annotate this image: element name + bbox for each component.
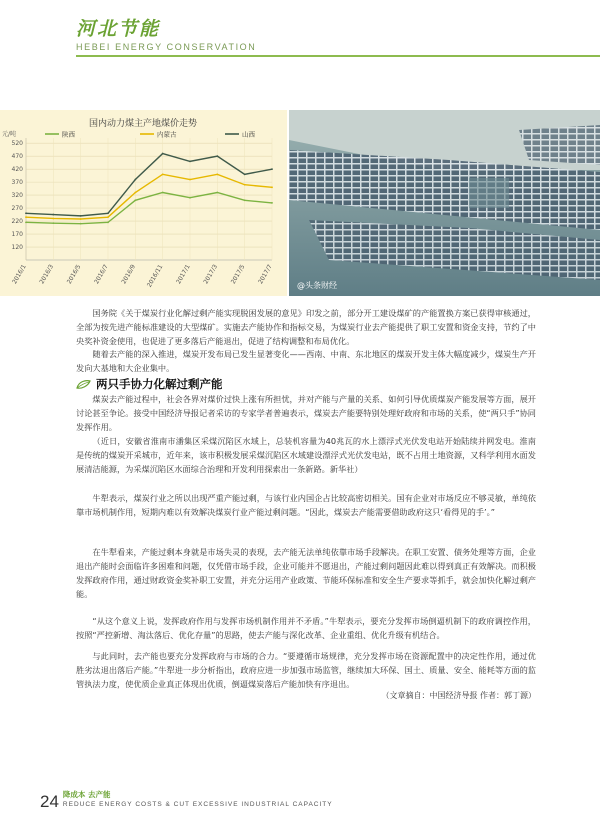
y-tick-label: 470 — [11, 153, 23, 161]
x-tick-label: 2016/9 — [120, 263, 138, 286]
data-point — [107, 216, 109, 218]
paragraph-2: 随着去产能的深入推进，煤炭开发布局已发生显著变化——西南、中南、东北地区的煤炭开发主体大幅度减少，煤炭生产开发向大基地和大企业集中。 — [76, 349, 536, 373]
x-tick-label: 2017/7 — [257, 263, 274, 286]
paragraph-photo-caption: （近日，安徽省淮南市潘集区采煤沉陷区水域上，总装机容量为40兆瓦的水上漂浮式光伏发电站开始陆续并网发电。淮南是传统的煤炭开采城市，近年来，该市积极发展采煤沉陷区水域建设漂浮式光伏发电站，既不占用土地资源，又科学利用水面发展清洁能源，为采煤沉陷区水面综合治理和开发利用探索出一条新路。新华社） — [76, 436, 536, 474]
y-tick-label: 120 — [11, 244, 23, 252]
data-point — [189, 160, 191, 162]
data-point — [134, 192, 136, 194]
y-tick-label: 320 — [11, 192, 23, 200]
data-point — [107, 212, 109, 214]
x-tick-label: 2017/5 — [229, 263, 247, 286]
data-point — [25, 212, 27, 214]
chart-canvas — [0, 110, 287, 296]
paragraph-7: “从这个意义上说，发挥政府作用与发挥市场机制作用并不矛盾。”牛犁表示，要充分发挥市场倒逼机制下的政府调控作用，按照“严控新增、淘汰落后、优化存量”的思路，使去产能与深化改革、企业重组、优化升级有机结合。 — [76, 616, 536, 640]
article-source: （文章摘自：中国经济导报 作者：郭丁源） — [381, 691, 536, 700]
data-point — [134, 199, 136, 201]
x-tick-label: 2016/11 — [145, 263, 165, 289]
legend-label: 山西 — [242, 130, 255, 139]
x-tick-label: 2016/7 — [93, 263, 110, 286]
y-tick-label: 520 — [11, 140, 23, 148]
data-point — [244, 173, 246, 175]
data-point — [216, 192, 218, 194]
y-tick-label: 270 — [11, 205, 23, 213]
data-point — [271, 186, 273, 188]
data-point — [244, 199, 246, 201]
data-point — [25, 216, 27, 218]
page-number: 24 — [40, 792, 59, 811]
x-tick-label: 2016/1 — [11, 263, 28, 286]
paragraph-3: 煤炭去产能过程中，社会各界对煤价过快上涨有所担忧，并对产能与产量的关系、如何引导优质煤炭产能发展等方面，展开讨论甚至争论。接受中国经济导报记者采访的专家学者普遍表示，煤炭去产能要特别处理好政府和市场的关系，使“两只手”协同发挥作用。 — [76, 394, 536, 432]
footer-title: 降成本 去产能 — [62, 790, 111, 799]
data-point — [216, 173, 218, 175]
footer-subtitle: REDUCE ENERGY COSTS & CUT EXCESSIVE INDUSTRIAL CAPACITY — [62, 801, 333, 808]
section-heading-text: 两只手协力化解过剩产能 — [96, 377, 223, 391]
chart-title: 国内动力煤主产地煤价走势 — [88, 119, 198, 129]
leaf-icon — [76, 380, 91, 389]
paragraph-6: 在牛犁看来，产能过剩本身就是市场失灵的表现，去产能无法单纯依靠市场手段解决。在职工安置、债务处理等方面，企业退出产能时会面临许多困难和问题，仅凭借市场手段，企业可能并不愿退出，产能过剩问题因此难以得到真正有效解决。而积极发挥政府作用，通过财政资金奖补职工安置，并充分运用产业政策、节能环保标准和安全生产要求等抓手，就会加快化解过剩产能。 — [76, 547, 536, 599]
paragraph-5: 牛犁表示，煤炭行业之所以出现严重产能过剩，与该行业内国企占比较高密切相关。国有企业对市场反应不够灵敏，单纯依靠市场机制作用，短期内难以有效解决煤炭行业产能过剩问题。“因此，煤炭去产能需要借助政府这只‘看得见的手’。” — [76, 493, 536, 517]
data-point — [244, 184, 246, 186]
y-tick-label: 170 — [11, 231, 23, 239]
data-point — [107, 221, 109, 223]
data-point — [80, 223, 82, 225]
floating-solar-photo — [289, 110, 600, 296]
data-point — [162, 173, 164, 175]
page-footer — [40, 790, 333, 810]
y-tick-label: 220 — [11, 218, 23, 226]
y-tick-label: 420 — [11, 166, 23, 174]
data-point — [134, 179, 136, 181]
data-point — [80, 215, 82, 217]
legend-label: 陕西 — [62, 130, 75, 139]
section-heading — [76, 376, 223, 392]
series-line-3 — [26, 154, 272, 216]
data-point — [189, 197, 191, 199]
data-point — [162, 153, 164, 155]
data-point — [271, 168, 273, 170]
data-point — [25, 221, 27, 223]
data-point — [162, 192, 164, 194]
data-point — [52, 214, 54, 216]
x-tick-label: 2017/1 — [175, 263, 192, 286]
y-axis-label: 元/吨 — [2, 131, 17, 138]
paragraph-8: 与此同时，去产能也要充分发挥政府与市场的合力。“要遵循市场规律，充分发挥市场在资源配置中的决定性作用，通过优胜劣汰退出落后产能。”牛犁进一步分析指出，政府应进一步加强市场监管，继续加大环保、国土、质量、安全、能耗等方面的监管执法力度，使优质企业真正体现出优质，倒逼煤炭落后产能加快有序退出。 — [76, 651, 536, 689]
coal-price-chart — [0, 110, 287, 296]
header-rule — [76, 55, 600, 57]
photo-watermark: @头条财经 — [297, 281, 337, 290]
data-point — [80, 218, 82, 220]
x-tick-label: 2016/5 — [65, 263, 83, 286]
data-point — [52, 218, 54, 220]
legend-label: 内蒙古 — [157, 130, 177, 139]
magazine-title: 河北节能 — [76, 18, 161, 40]
masthead — [76, 14, 256, 52]
y-tick-label: 370 — [11, 179, 23, 187]
x-tick-label: 2016/3 — [38, 263, 56, 286]
magazine-subtitle: HEBEI ENERGY CONSERVATION — [76, 42, 257, 52]
data-point — [189, 179, 191, 181]
data-point — [216, 155, 218, 157]
data-point — [52, 222, 54, 224]
x-tick-label: 2017/3 — [202, 263, 220, 286]
solar-farm-image — [289, 110, 600, 296]
data-point — [271, 202, 273, 204]
paragraph-1: 国务院《关于煤炭行业化解过剩产能实现脱困发展的意见》印发之前，部分开工建设煤矿的产能置换方案已获得审核通过，全部为按先进产能标准建设的大型煤矿。实施去产能协作和指标交易，为煤炭行业去产能提供了职工安置和资金支持，节约了中央奖补资金使用，也促进了更多落后产能退出，促进了结构调整和布局优化。 — [76, 308, 536, 346]
